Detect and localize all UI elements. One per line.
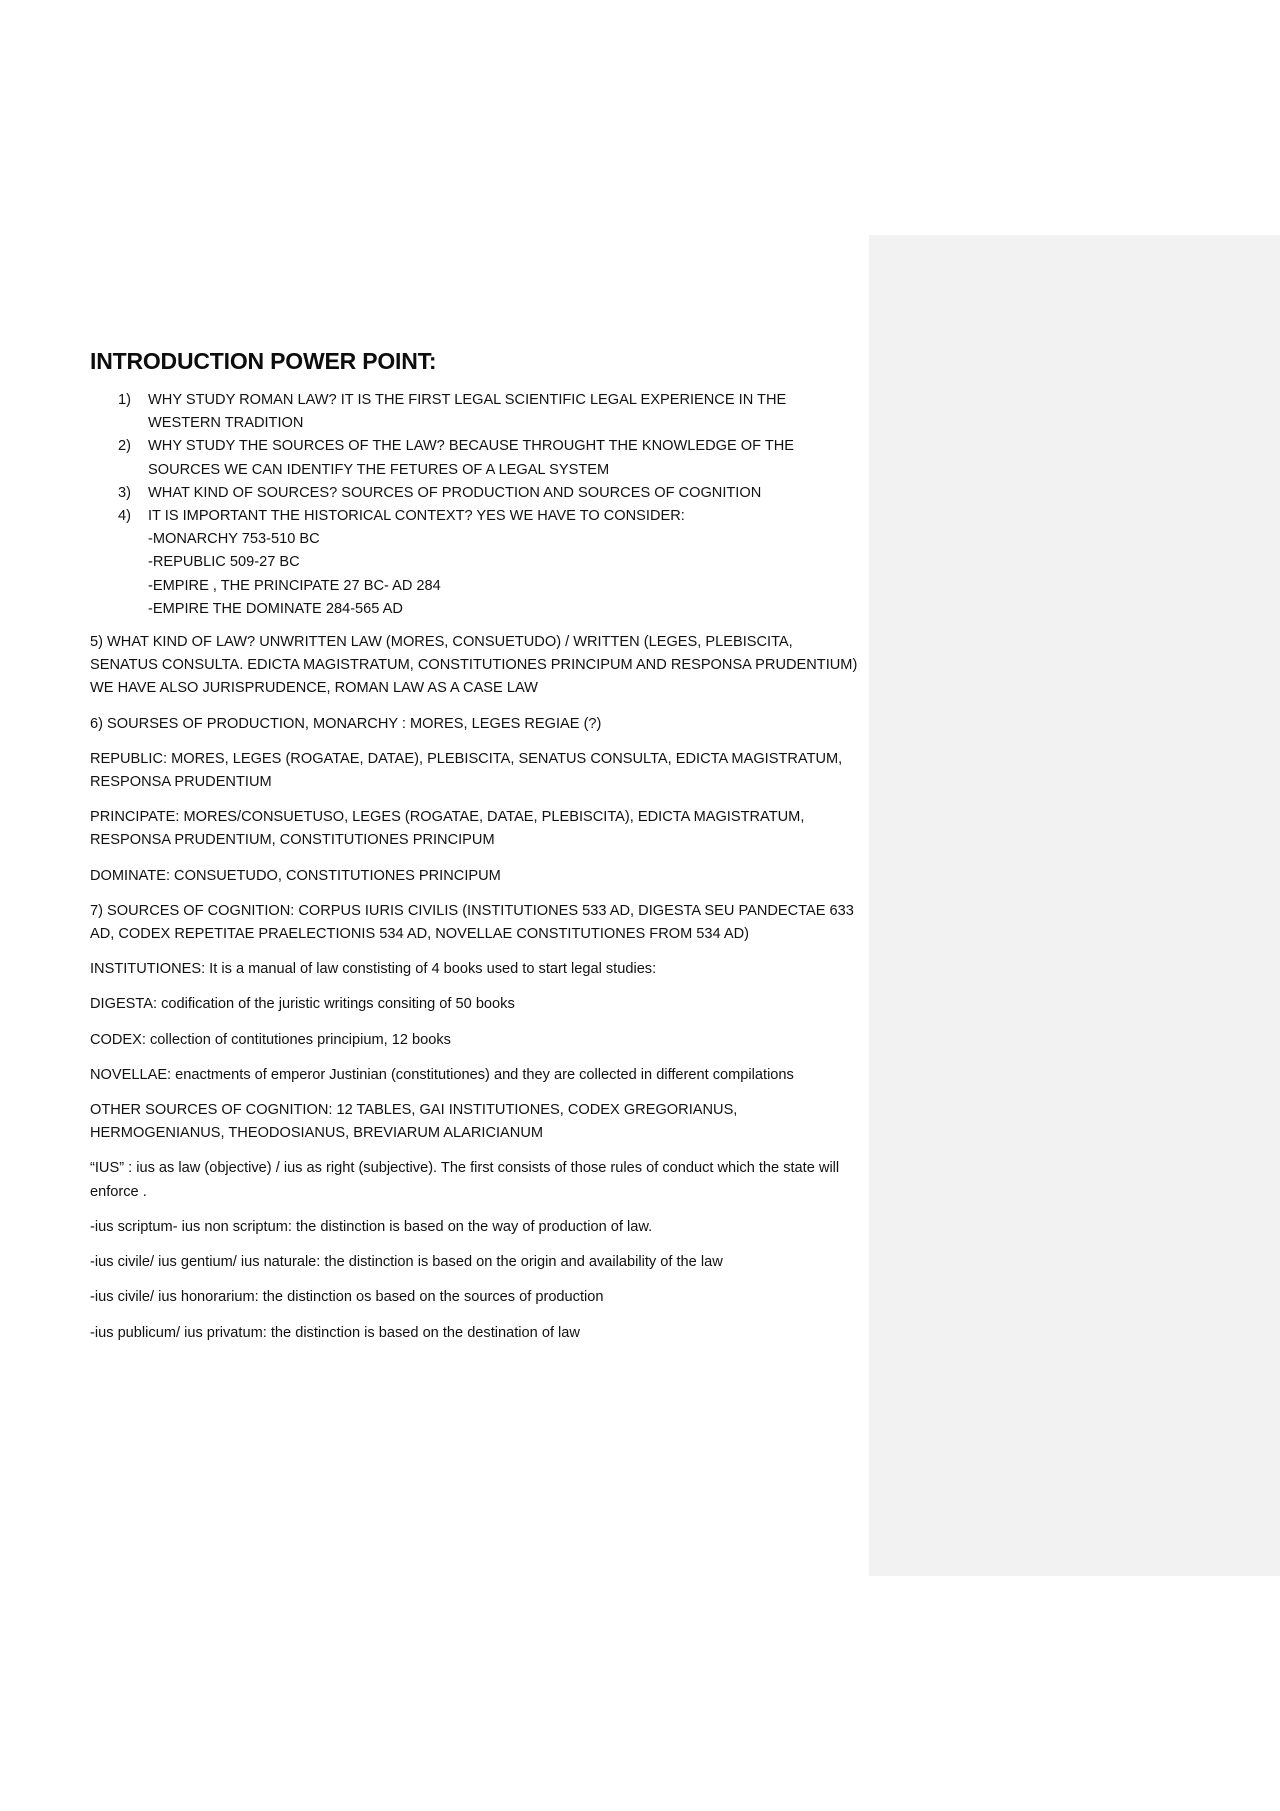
list-item (90, 435, 860, 481)
paragraph: OTHER SOURCES OF COGNITION: 12 TABLES, GAI INSTITUTIONES, CODEX GREGORIANUS, HERMOGENIANUS, THEODOSIANUS, BREVIARUM ALARICIANUM (90, 1102, 738, 1142)
paragraph: 5) WHAT KIND OF LAW? UNWRITTEN LAW (MORES, CONSUETUDO) / WRITTEN (LEGES, PLEBISCITA, SENATUS CONSULTA. EDICTA MAGISTRATUM, CONSTITUTIONES PRINCIPUM AND RESPONSA PRUDENTIUM) WE HAVE ALSO JURISPRUDENCE, ROMAN LAW AS A CASE LAW (90, 634, 858, 697)
period-line: -REPUBLIC 509-27 BC (148, 554, 300, 571)
period-line: -MONARCHY 753-510 BC (148, 531, 320, 548)
list-item-number: 1) (118, 392, 131, 408)
paragraph: 6) SOURSES OF PRODUCTION, MONARCHY : MORES, LEGES REGIAE (?) (90, 715, 602, 732)
list-item-text: WHAT KIND OF SOURCES? SOURCES OF PRODUCTION AND SOURCES OF COGNITION (148, 484, 762, 501)
paragraph: CODEX: collection of contitutiones principium, 12 books (90, 1031, 451, 1048)
comment-margin-pane (869, 235, 1280, 1576)
list-item-text: IT IS IMPORTANT THE HISTORICAL CONTEXT? YES WE HAVE TO CONSIDER: (148, 508, 685, 525)
document-title: INTRODUCTION POWER POINT: (90, 348, 437, 374)
list-item-number: 2) (118, 438, 131, 455)
period-line: -EMPIRE THE DOMINATE 284-565 AD (148, 600, 403, 617)
paragraph: DIGESTA: codification of the juristic writings consiting of 50 books (90, 996, 515, 1013)
paragraph: -ius publicum/ ius privatum: the distinction is based on the destination of law (90, 1324, 580, 1341)
paragraph: INSTITUTIONES: It is a manual of law constisting of 4 books used to start legal studies: (90, 961, 657, 978)
paragraph: -ius civile/ ius gentium/ ius naturale: the distinction is based on the origin and availability of the law (90, 1254, 723, 1271)
list-item-text: WHY STUDY ROMAN LAW? IT IS THE FIRST LEGAL SCIENTIFIC LEGAL EXPERIENCE IN THE WESTERN TRADITION (148, 392, 787, 432)
paragraph: “IUS” : ius as law (objective) / ius as right (subjective). The first consists of those rules of conduct which the state will enforce . (90, 1160, 840, 1200)
list-item-number: 4) (118, 508, 131, 525)
paragraph: -ius scriptum- ius non scriptum: the distinction is based on the way of production of law. (90, 1218, 653, 1235)
list-item (90, 389, 860, 435)
document-body (90, 348, 860, 1357)
period-line: -EMPIRE , THE PRINCIPATE 27 BC- AD 284 (148, 577, 441, 594)
list-item (90, 505, 860, 621)
numbered-list (90, 389, 860, 621)
list-item-number: 3) (118, 484, 131, 501)
list-item-text: WHY STUDY THE SOURCES OF THE LAW? BECAUSE THROUGHT THE KNOWLEDGE OF THE SOURCES WE CAN IDENTIFY THE FETURES OF A LEGAL SYSTEM (148, 438, 795, 478)
paragraph: PRINCIPATE: MORES/CONSUETUSO, LEGES (ROGATAE, DATAE, PLEBISCITA), EDICTA MAGISTRATUM, RESPONSA PRUDENTIUM, CONSTITUTIONES PRINCIPUM (90, 809, 805, 849)
list-item (90, 482, 860, 505)
paragraph: DOMINATE: CONSUETUDO, CONSTITUTIONES PRINCIPUM (90, 867, 501, 884)
paragraph: -ius civile/ ius honorarium: the distinction os based on the sources of production (90, 1289, 604, 1306)
paragraph: REPUBLIC: MORES, LEGES (ROGATAE, DATAE), PLEBISCITA, SENATUS CONSULTA, EDICTA MAGISTRATUM, RESPONSA PRUDENTIUM (90, 750, 843, 791)
paragraph: 7) SOURCES OF COGNITION: CORPUS IURIS CIVILIS (INSTITUTIONES 533 AD, DIGESTA SEU PANDECTAE 633 AD, CODEX REPETITAE PRAELECTIONIS 534 AD, NOVELLAE CONSTITUTIONES FROM 534 AD) (90, 902, 854, 943)
paragraph: NOVELLAE: enactments of emperor Justinian (constitutiones) and they are collected in different compilations (90, 1066, 794, 1083)
